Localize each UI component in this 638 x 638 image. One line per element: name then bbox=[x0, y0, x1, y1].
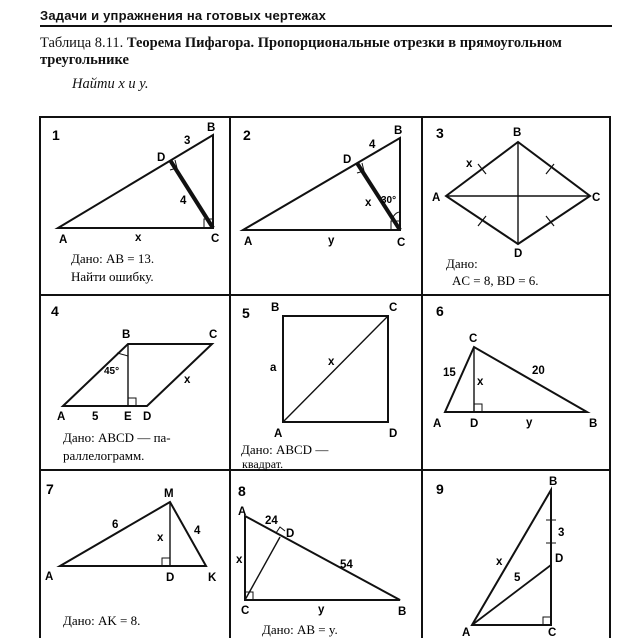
vertex-d: D bbox=[343, 154, 352, 166]
vertex-c: C bbox=[469, 333, 478, 345]
vertex-b: B bbox=[271, 302, 280, 314]
vertex-c: C bbox=[389, 302, 398, 314]
vertex-c: C bbox=[209, 329, 218, 341]
cell-8 bbox=[236, 483, 406, 637]
segment-label: 20 bbox=[532, 365, 545, 377]
given-line: Найти ошибку. bbox=[71, 269, 154, 284]
segment-label: 5 bbox=[92, 411, 99, 423]
segment-label: 15 bbox=[443, 367, 456, 379]
vertex-a: A bbox=[57, 411, 66, 423]
cell-3 bbox=[432, 125, 600, 288]
vertex-d: D bbox=[514, 248, 523, 260]
vertex-d: D bbox=[286, 528, 295, 540]
figure-7 bbox=[60, 502, 206, 566]
segment-label: 3 bbox=[558, 527, 565, 539]
figure-2 bbox=[243, 138, 400, 230]
task-instruction: Найти x и y. bbox=[72, 76, 149, 92]
unknown-x-label: x bbox=[236, 554, 243, 566]
given-line: Дано: ABCD — па- bbox=[63, 430, 171, 445]
cell-number: 6 bbox=[436, 303, 444, 319]
vertex-c: C bbox=[241, 605, 250, 617]
cell-number: 7 bbox=[46, 481, 54, 497]
vertex-a: A bbox=[433, 418, 442, 430]
figure-8 bbox=[245, 516, 400, 600]
figure-1 bbox=[58, 135, 213, 228]
cell-number: 3 bbox=[436, 125, 444, 141]
vertex-m: M bbox=[164, 488, 174, 500]
vertex-d: D bbox=[470, 418, 479, 430]
vertex-a: A bbox=[274, 428, 283, 440]
cell-number: 4 bbox=[51, 303, 59, 319]
table-theme: Теорема Пифагора. Пропорциональные отрезки в прямоугольном треугольнике bbox=[40, 35, 562, 68]
unknown-x-label: x bbox=[328, 356, 335, 368]
segment-label: 4 bbox=[180, 195, 187, 207]
unknown-x-label: x bbox=[365, 197, 372, 209]
unknown-x-label: x bbox=[466, 158, 473, 170]
angle-label: 45° bbox=[104, 366, 120, 377]
vertex-c: C bbox=[592, 192, 601, 204]
vertex-a: A bbox=[45, 571, 54, 583]
vertex-b: B bbox=[398, 606, 407, 618]
given-line: Дано: AK = 8. bbox=[63, 613, 141, 628]
table-number: Таблица 8.11. bbox=[40, 35, 124, 51]
cell-5 bbox=[241, 302, 397, 471]
figure-9 bbox=[472, 490, 556, 625]
vertex-b: B bbox=[394, 125, 403, 137]
side-label: a bbox=[270, 362, 277, 374]
vertex-d: D bbox=[389, 428, 398, 440]
vertex-c: C bbox=[397, 237, 406, 249]
cell-9 bbox=[436, 476, 564, 638]
given-line: Дано: ABCD — bbox=[241, 442, 329, 457]
vertex-c: C bbox=[211, 233, 220, 245]
segment-label: 6 bbox=[112, 519, 119, 531]
section-header: Задачи и упражнения на готовых чертежах bbox=[40, 8, 612, 27]
cell-number: 2 bbox=[243, 127, 251, 143]
vertex-d: D bbox=[157, 152, 166, 164]
unknown-x-label: x bbox=[135, 232, 142, 244]
cell-number: 5 bbox=[242, 305, 250, 321]
unknown-x-label: x bbox=[477, 376, 484, 388]
vertex-b: B bbox=[122, 329, 131, 341]
segment-label: 54 bbox=[340, 559, 353, 571]
segment-label: 4 bbox=[369, 139, 376, 151]
vertex-a: A bbox=[244, 236, 253, 248]
vertex-e: E bbox=[124, 411, 132, 423]
segment-label: 4 bbox=[194, 525, 201, 537]
vertex-a: A bbox=[59, 234, 68, 246]
unknown-y-label: y bbox=[328, 235, 335, 247]
cell-7 bbox=[45, 481, 217, 628]
cell-4 bbox=[51, 303, 217, 463]
given-line: раллелограмм. bbox=[63, 448, 145, 463]
given-line: Дано: AB = 13. bbox=[71, 251, 155, 266]
given-line: Дано: bbox=[446, 256, 478, 271]
figure-6 bbox=[445, 347, 587, 412]
segment-label: 5 bbox=[514, 572, 521, 584]
cell-number: 8 bbox=[238, 483, 246, 499]
segment-label: 24 bbox=[265, 515, 278, 527]
unknown-x-label: x bbox=[496, 556, 503, 568]
unknown-x-label: x bbox=[184, 374, 191, 386]
cell-2 bbox=[243, 125, 405, 249]
vertex-b: B bbox=[207, 122, 216, 134]
vertex-b: B bbox=[589, 418, 598, 430]
vertex-d: D bbox=[555, 553, 564, 565]
unknown-y-label: y bbox=[318, 604, 325, 616]
given-line: AC = 8, BD = 6. bbox=[452, 273, 539, 288]
vertex-a: A bbox=[238, 506, 247, 518]
vertex-k: K bbox=[208, 572, 217, 584]
angle-label: 30° bbox=[381, 195, 397, 206]
vertex-d: D bbox=[143, 411, 152, 423]
given-line: Дано: AB = y. bbox=[262, 622, 338, 637]
segment-label: 3 bbox=[184, 135, 191, 147]
given-line: квадрат. bbox=[242, 457, 284, 471]
figure-5 bbox=[283, 316, 388, 422]
vertex-b: B bbox=[549, 476, 558, 488]
vertex-a: A bbox=[432, 192, 441, 204]
vertex-c: C bbox=[548, 627, 557, 638]
unknown-y-label: y bbox=[526, 417, 533, 429]
cell-number: 9 bbox=[436, 481, 444, 497]
vertex-b: B bbox=[513, 127, 522, 139]
unknown-x-label: x bbox=[157, 532, 164, 544]
cell-1 bbox=[52, 122, 219, 284]
cell-number: 1 bbox=[52, 127, 60, 143]
vertex-a: A bbox=[462, 627, 471, 638]
cell-6 bbox=[433, 303, 597, 430]
vertex-d: D bbox=[166, 572, 175, 584]
